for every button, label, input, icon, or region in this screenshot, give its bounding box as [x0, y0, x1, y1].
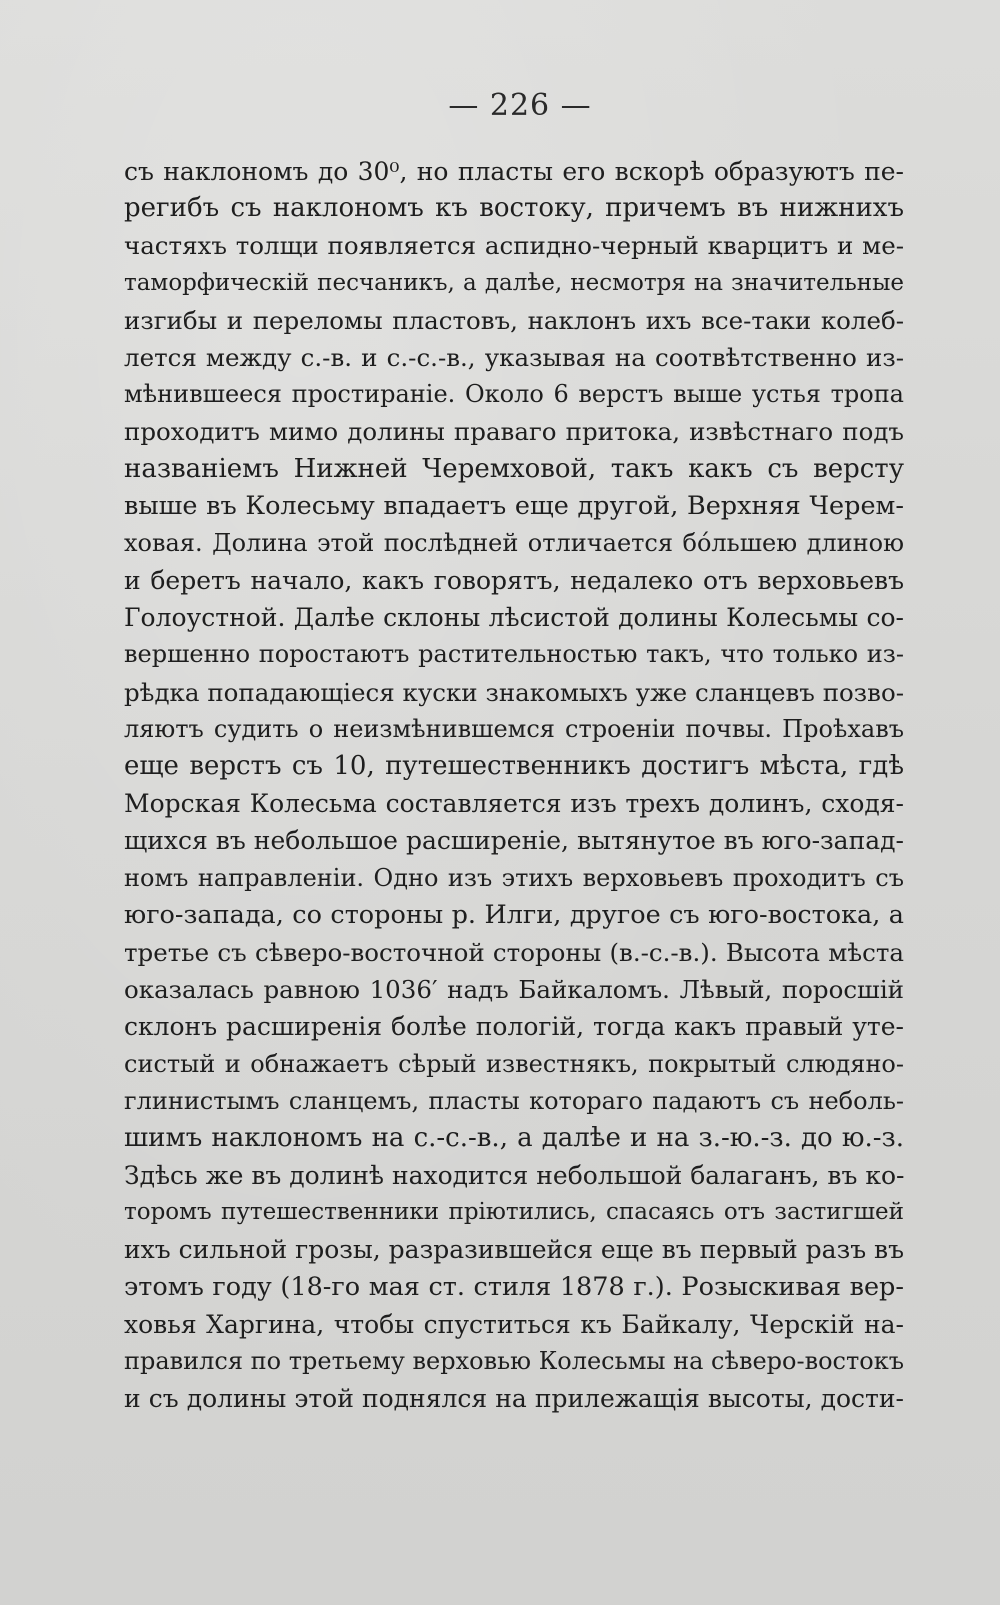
- text-line: и съ долины этой поднялся на прилежащія высоты, дости-: [124, 1384, 904, 1414]
- text-line: ляютъ судить о неизмѣнившемся строеніи почвы. Проѣхавъ: [124, 714, 904, 743]
- text-line: систый и обнажаетъ сѣрый известнякъ, покрытый слюдяно-: [124, 1049, 904, 1078]
- text-line: ховья Харгина, чтобы спуститься къ Байкалу, Черскій на-: [124, 1309, 904, 1339]
- text-line: и беретъ начало, какъ говорятъ, недалеко отъ верховьевъ: [124, 566, 904, 596]
- text-line: склонъ расширенія болѣе пологій, тогда какъ правый уте-: [124, 1012, 904, 1042]
- text-line: глинистымъ сланцемъ, пласты котораго падаютъ съ неболь-: [124, 1086, 904, 1115]
- text-line: съ наклономъ до 30⁰, но пласты его вскорѣ образуютъ пе-: [124, 157, 904, 186]
- text-line: названіемъ Нижней Черемховой, такъ какъ съ версту: [124, 453, 904, 484]
- text-line: Здѣсь же въ долинѣ находится небольшой балаганъ, въ ко-: [124, 1161, 904, 1191]
- text-line: правился по третьему верховью Колесьмы на сѣверо-востокъ: [124, 1347, 904, 1375]
- text-line: Морская Колесьма составляется изъ трехъ долинъ, сходя-: [124, 789, 904, 819]
- text-line: номъ направленіи. Одно изъ этихъ верховьевъ проходитъ съ: [124, 863, 904, 892]
- text-line: оказалась равною 1036′ надъ Байкаломъ. Лѣвый, поросшій: [124, 975, 904, 1005]
- text-line: ховая. Долина этой послѣдней отличается бóльшею длиною: [124, 528, 904, 557]
- text-line: изгибы и переломы пластовъ, наклонъ ихъ все-таки колеб-: [124, 305, 904, 335]
- page-number: — 226 —: [448, 88, 592, 123]
- body-text: [124, 153, 904, 1417]
- text-line: проходитъ мимо долины праваго притока, извѣстнаго подъ: [124, 417, 904, 447]
- text-line: лется между с.-в. и с.-с.-в., указывая на соотвѣтственно из-: [124, 342, 904, 372]
- text-line: еще верстъ съ 10, путешественникъ достигъ мѣста, гдѣ: [124, 751, 904, 781]
- text-line: торомъ путешественники пріютились, спасаясь отъ застигшей: [124, 1199, 904, 1226]
- text-line: щихся въ небольшое расширеніе, вытянутое въ юго-запад-: [124, 826, 904, 856]
- text-line: таморфическій песчаникъ, а далѣе, несмотря на значительные: [124, 269, 904, 296]
- text-line: шимъ наклономъ на с.-с.-в., а далѣе и на з.-ю.-з. до ю.-з.: [124, 1122, 904, 1153]
- text-line: выше въ Колесьму впадаетъ еще другой, Верхняя Черем-: [124, 490, 904, 521]
- text-line: юго-запада, со стороны р. Илги, другое съ юго-востока, а: [124, 899, 904, 930]
- text-line: третье съ сѣверо-восточной стороны (в.-с.-в.). Высота мѣста: [124, 937, 904, 967]
- text-line: регибъ съ наклономъ къ востоку, причемъ въ нижнихъ: [124, 193, 904, 224]
- text-line: мѣнившееся простираніе. Около 6 верстъ выше устья тропа: [124, 380, 904, 409]
- text-line: рѣдка попадающіеся куски знакомыхъ уже сланцевъ позво-: [124, 677, 904, 707]
- text-line: ихъ сильной грозы, разразившейся еще въ первый разъ въ: [124, 1235, 904, 1265]
- text-line: вершенно поростаютъ растительностью такъ, что только из-: [124, 640, 904, 669]
- text-line: частяхъ толщи появляется аспидно-черный кварцитъ и ме-: [124, 231, 904, 261]
- text-line: Голоустной. Далѣе склоны лѣсистой долины Колесьмы со-: [124, 603, 904, 633]
- text-line: этомъ году (18-го мая ст. стиля 1878 г.). Розыскивая вер-: [124, 1271, 904, 1302]
